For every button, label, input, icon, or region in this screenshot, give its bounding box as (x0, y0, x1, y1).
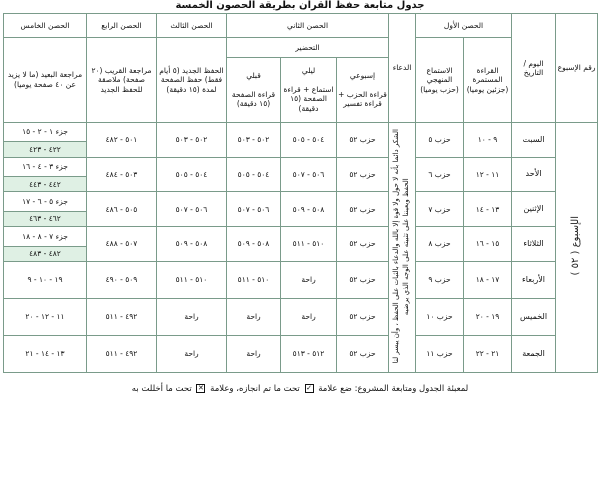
near-cell: ٤٩٢ - ٥١١ (87, 298, 157, 335)
page-title: جدول متابعة حفظ القران بطريقة الحصون الخمسة (175, 0, 425, 11)
before-cell: راحة (227, 298, 281, 335)
far-cell: جزء ٧ - ٨ - ١٨ (4, 227, 87, 247)
nightly-cell: ٥٠٨ - ٥٠٩ (281, 192, 337, 227)
nightly-header (281, 57, 337, 122)
day-cell: الأربعاء (512, 261, 556, 298)
before-cell: ٥٠٨ - ٥٠٩ (227, 227, 281, 262)
before-header (227, 57, 281, 122)
near-cell: ٤٩٢ - ٥١١ (87, 335, 157, 372)
dua-cell (389, 122, 416, 372)
far-cell-2: ٤٢٢ - ٤٢٣ (4, 142, 87, 157)
reading-cell: ٢١ - ٢٢ (464, 335, 512, 372)
nightly-label: ليلي (301, 66, 316, 76)
listen-cell: حزب ١١ (416, 335, 464, 372)
fort5-header: الحصن الخامس (4, 14, 87, 38)
day-cell: الخميس (512, 298, 556, 335)
new-cell: ٥٠٢ - ٥٠٣ (157, 122, 227, 157)
far-cell-2: ٤٨٢ - ٤٨٣ (4, 246, 87, 261)
before-cell: ٥٠٤ - ٥٠٥ (227, 157, 281, 192)
tracking-table (3, 13, 598, 373)
listen-cell: حزب ٨ (416, 227, 464, 262)
listen-cell: حزب ٩ (416, 261, 464, 298)
nightly-cell: ٥٠٦ - ٥٠٧ (281, 157, 337, 192)
fort4-desc: مراجعة القريب (٢٠ صفحة) ملاصقة للحفظ الجديد (87, 37, 157, 122)
reading-cell: ١١ - ١٢ (464, 157, 512, 192)
weekly-cell: حزب ٥٢ (337, 335, 389, 372)
fort4-header: الحصن الرابع (87, 14, 157, 38)
dua-text: الشكر دائما بأنه لا حول ولا قوة إلا بالله والدعاء بالثبات على الحفظ ، وأن ييسر لنا الحفظ ويعيننا على تثبيته على الوجه الذي يرضيه (392, 129, 411, 364)
weekly-cell: حزب ٥٢ (337, 122, 389, 157)
new-cell: ٥٠٤ - ٥٠٥ (157, 157, 227, 192)
far-cell: جزء ٥ - ٦ - ١٧ (4, 192, 87, 212)
reading-cell: ١٥ - ١٦ (464, 227, 512, 262)
dua-header: الدعاء (389, 14, 416, 123)
weekly-cell: حزب ٥٢ (337, 192, 389, 227)
far-cell: ١٣ - ١٤ - ٢١ (4, 335, 87, 372)
fort2-header: الحصن الثاني (227, 14, 389, 38)
near-cell: ٥٠١ - ٤٨٢ (87, 122, 157, 157)
footer-text-1: لمعبئة الجدول ومتابعة المشروع: ضع علامة (318, 384, 469, 394)
new-cell: ٥١٠ - ٥١١ (157, 261, 227, 298)
before-cell: ٥١٠ - ٥١١ (227, 261, 281, 298)
before-cell: ٥٠٢ - ٥٠٣ (227, 122, 281, 157)
new-cell: راحة (157, 335, 227, 372)
fort1-reading-header: القراءة المستمرة (جزئين يوميا) (464, 37, 512, 122)
listen-cell: حزب ١٠ (416, 298, 464, 335)
weekly-cell: حزب ٥٢ (337, 261, 389, 298)
weekly-cell: حزب ٥٢ (337, 227, 389, 262)
weekly-header (337, 57, 389, 122)
far-cell-2: ٤٤٢ - ٤٤٣ (4, 177, 87, 192)
before-desc: قراءة الصفحة (١٥ دقيقة) (231, 89, 276, 108)
day-cell: الجمعة (512, 335, 556, 372)
nightly-desc: استماع + قراءة الصفحة (١٥ دقيقة) (283, 84, 334, 113)
near-cell: ٥٠٥ - ٤٨٦ (87, 192, 157, 227)
week-number: الإسبوع ( ٥٢ ) (570, 216, 582, 276)
nightly-cell: ٥٠٤ - ٥٠٥ (281, 122, 337, 157)
footer-text-2: تحت ما تم انجازه، وعلامة (210, 384, 300, 394)
reading-cell: ٩ - ١٠ (464, 122, 512, 157)
far-cell-2: ٤٦٢ - ٤٦٣ (4, 211, 87, 226)
checkmark-icon: ✓ (306, 384, 312, 392)
nightly-cell: راحة (281, 261, 337, 298)
footer-instructions (0, 381, 600, 397)
day-cell: الإثنين (512, 192, 556, 227)
new-cell: ٥٠٨ - ٥٠٩ (157, 227, 227, 262)
far-cell: جزء ١ - ٢ - ١٥ (4, 122, 87, 142)
reading-cell: ١٩ - ٢٠ (464, 298, 512, 335)
listen-cell: حزب ٧ (416, 192, 464, 227)
far-cell: جزء ٣ - ٤ - ١٦ (4, 157, 87, 177)
week-number-cell (556, 122, 598, 372)
weekly-desc: قراءة الحزب + قراءة تفسير (338, 89, 387, 108)
nightly-cell: ٥١٢ - ٥١٣ (281, 335, 337, 372)
day-cell: الأحد (512, 157, 556, 192)
nightly-cell: ٥١٠ - ٥١١ (281, 227, 337, 262)
before-cell: ٥٠٦ - ٥٠٧ (227, 192, 281, 227)
day-cell: السبت (512, 122, 556, 157)
week-header: رقم الإسبوع (556, 14, 598, 123)
near-cell: ٥٠٣ - ٤٨٤ (87, 157, 157, 192)
fort3-header: الحصن الثالث (157, 14, 227, 38)
fort2-prep-header: التحضير (227, 37, 389, 57)
day-cell: الثلاثاء (512, 227, 556, 262)
fort1-listen-header: الاستماع المنهجي (حزب يوميا) (416, 37, 464, 122)
day-header: اليوم / التاريخ (512, 14, 556, 123)
weekly-label: إسبوعي (349, 70, 376, 80)
weekly-cell: حزب ٥٢ (337, 157, 389, 192)
listen-cell: حزب ٦ (416, 157, 464, 192)
reading-cell: ١٣ - ١٤ (464, 192, 512, 227)
near-cell: ٥٠٩ - ٤٩٠ (87, 261, 157, 298)
cross-icon: ✕ (198, 384, 204, 392)
far-cell: ١٩ - ١٠ - ٩ (4, 261, 87, 298)
nightly-cell: راحة (281, 298, 337, 335)
fort5-desc: مراجعة البعيد (ما لا يزيد عن ٤٠ صفحة يوميا) (4, 37, 87, 122)
weekly-cell: حزب ٥٢ (337, 298, 389, 335)
before-label: قبلي (246, 70, 261, 80)
new-cell: راحة (157, 298, 227, 335)
reading-cell: ١٧ - ١٨ (464, 261, 512, 298)
near-cell: ٥٠٧ - ٤٨٨ (87, 227, 157, 262)
fort3-desc: الحفظ الجديد (٥ أيام فقط) حفظ الصفحة لمدة (١٥ دقيقة) (157, 37, 227, 122)
new-cell: ٥٠٦ - ٥٠٧ (157, 192, 227, 227)
fort1-header: الحصن الأول (416, 14, 512, 38)
far-cell: ١١ - ١٢ - ٢٠ (4, 298, 87, 335)
listen-cell: حزب ٥ (416, 122, 464, 157)
footer-text-3: تحت ما أخللت به (131, 384, 192, 394)
before-cell: راحة (227, 335, 281, 372)
